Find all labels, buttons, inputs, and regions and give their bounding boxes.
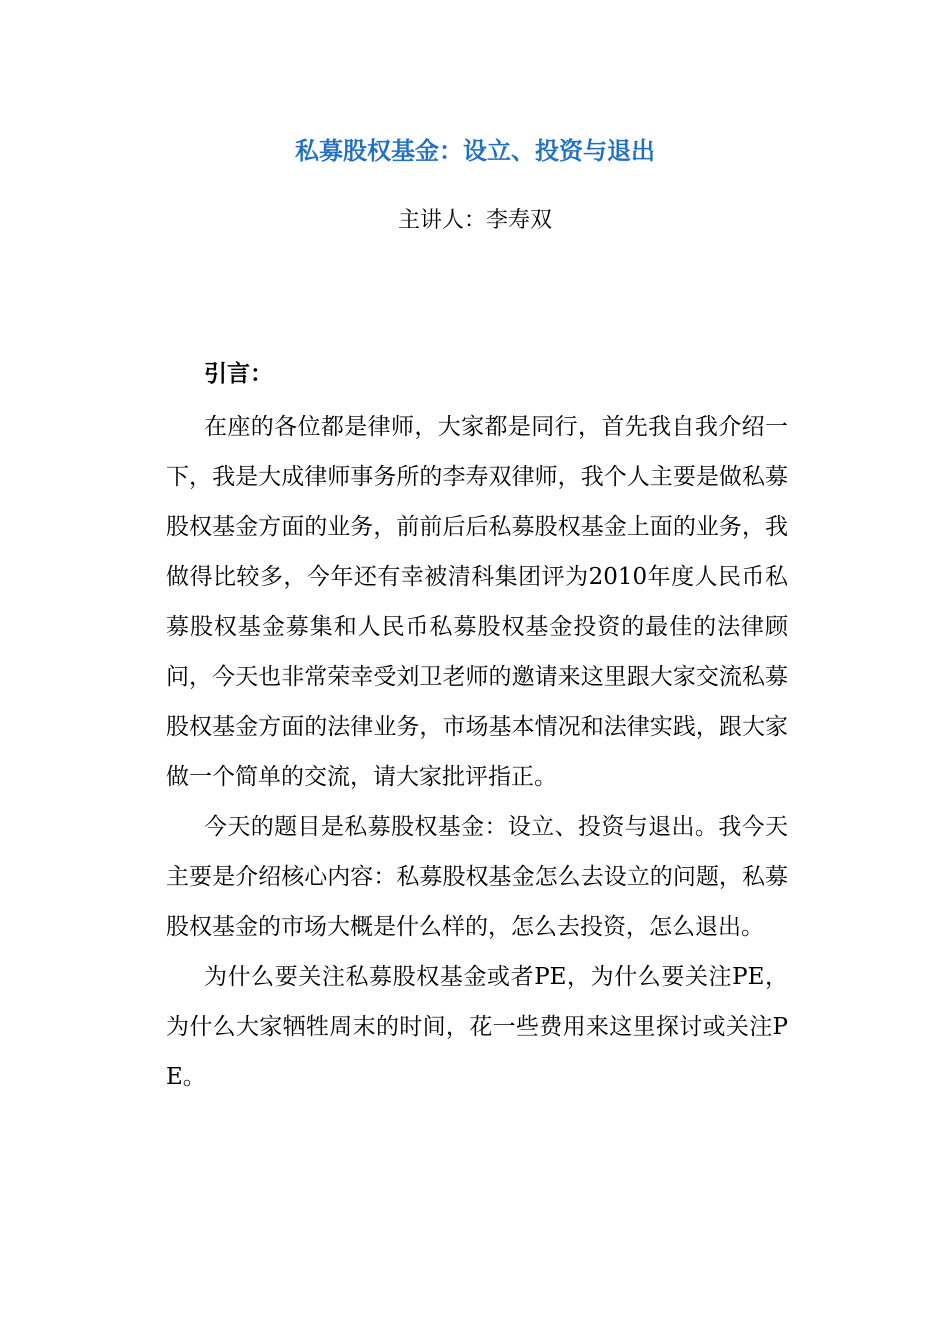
document-title: 私募股权基金：设立、投资与退出 (295, 136, 655, 165)
intro-heading: 引言： (204, 360, 273, 387)
speaker-line: 主讲人：李寿双 (397, 208, 552, 233)
paragraph: 在座的各位都是律师，大家都是同行，首先我自我介绍一下，我是大成律师事务所的李寿双律师，我个人主要是做私募股权基金方面的业务，前前后后私募股权基金上面的业务，我做得比较多，今年还有幸被清科集团评为2010年度人民币私募股权基金募集和人民币私募股权基金投资的最佳的法律顾问，今天也非常荣幸受刘卫老师的邀请来这里跟大家交流私募股权基金方面的法律业务，市场基本情况和法律实践，跟大家做一个简单的交流，请大家批评指正。 (166, 414, 788, 790)
paragraph: 今天的题目是私募股权基金：设立、投资与退出。我今天主要是介绍核心内容：私募股权基金怎么去设立的问题，私募股权基金的市场大概是什么样的，怎么去投资，怎么退出。 (166, 814, 788, 940)
document-body (166, 354, 788, 1102)
paragraph: 为什么要关注私募股权基金或者PE，为什么要关注PE，为什么大家牺牲周末的时间，花一些费用来这里探讨或关注PE。 (166, 964, 788, 1090)
